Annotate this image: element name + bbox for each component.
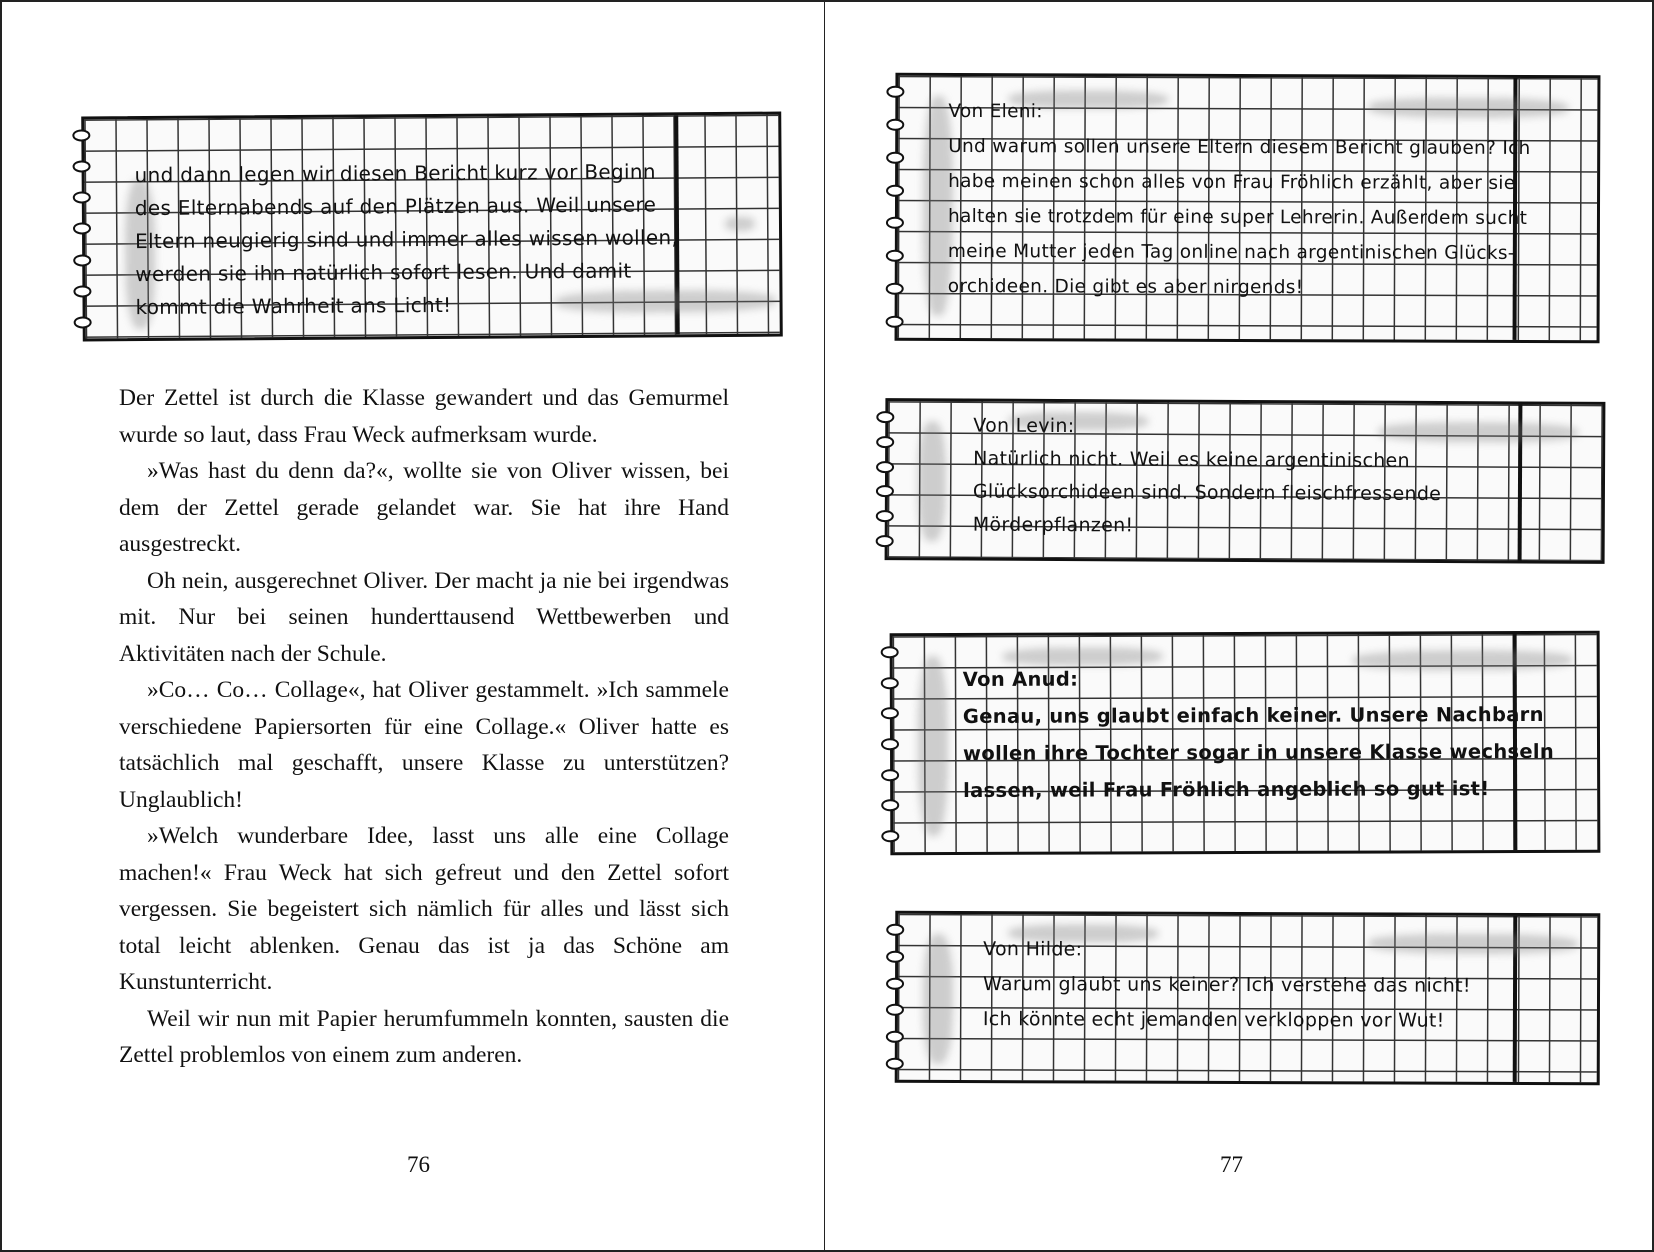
note-line: halten sie trotzdem für eine super Lehrerin. Außerdem sucht [947,205,1528,229]
note-text [963,659,1578,809]
note-line: Glücksorchideen sind. Sondern fleischfressende [972,480,1442,506]
spiral-rings [886,924,915,1070]
note-line: und dann legen wir diesen Bericht kurz vor Beginn [134,159,656,188]
paragraph: Oh nein, ausgerechnet Oliver. Der macht ja nie bei irgendwas mit. Nur bei seinen hunderttausend Wettbewerben und Aktivitäten nach der Schule. [119,567,729,667]
left-page [0,0,824,1252]
note-line: Von Anud: [962,667,1079,691]
spiral-rings [876,411,905,547]
note-line: des Elternabends auf den Plätzen aus. Weil unsere [134,192,657,221]
note-line: werden sie ihn natürlich sofort lesen. Und damit [135,258,632,287]
note-text [983,932,1537,1039]
paragraph: »Welch wunderbare Idee, lasst uns alle eine Collage machen!« Frau Weck hat sich gefreut und den Zettel sofort vergessen. Sie begeistert sich nämlich für alles und lässt sich total leicht ablenken. Genau das ist ja das Schöne am Kunstunterricht. [119,823,729,995]
note-text [973,410,1503,545]
body-text [119,380,729,1074]
note-paper-hilde [895,911,1601,1085]
note-line: Von Hilde: [983,938,1083,961]
note-line: Warum glaubt uns keiner? Ich verstehe das nicht! [983,973,1471,997]
right-page [825,0,1654,1252]
note-paper-eleni [895,73,1601,343]
note-line: Ich könnte echt jemanden verkloppen vor Wut! [982,1008,1445,1032]
page-number: 77 [1220,1152,1243,1177]
note-line: lassen, weil Frau Fröhlich angeblich so gut ist! [963,777,1490,802]
note-text [135,155,685,324]
note-paper-anud [890,631,1601,855]
spiral-rings [72,129,101,328]
spiral-rings [881,646,910,842]
note-paper-levin [885,398,1606,564]
note-paper-elternabend [81,112,783,342]
paragraph: Weil wir nun mit Papier herumfummeln konnten, sausten die Zettel problemlos von einem zum anderen. [119,1005,729,1068]
paragraph: »Was hast du denn da?«, wollte sie von Oliver wissen, bei dem der Zettel gerade gelandet war. Sie hat ihre Hand ausgestreckt. [119,458,729,557]
note-line: Eltern neugierig sind und immer alles wissen wollen, [135,225,679,254]
note-line: Und warum sollen unsere Eltern diesem Bericht glauben? Ich [948,135,1531,159]
spiral-rings [886,86,915,328]
note-line: Von Eleni: [948,100,1043,123]
note-line: meine Mutter jeden Tag online nach argentinischen Glücks- [947,240,1515,264]
note-line: Natürlich nicht. Weil es keine argentinischen [973,447,1410,472]
note-line: wollen ihre Tochter sogar in unsere Klasse wechseln [962,739,1555,765]
note-line: Von Levin: [973,414,1075,438]
paragraph: Der Zettel ist durch die Klasse gewandert und das Gemurmel wurde so laut, dass Frau Weck aufmerksam wurde. [119,385,729,448]
note-line: kommt die Wahrheit ans Licht! [135,292,452,320]
note-line: orchideen. Die gibt es aber nirgends! [947,275,1304,299]
paragraph: »Co… Co… Collage«, hat Oliver gestammelt. »Ich sammele verschiedene Papiersorten für eine Collage.« Oliver hatte es tatsächlich mal geschafft, unsere Klasse zu unterstützen? Unglaublich! [119,677,729,813]
note-line: habe meinen schon alles von Frau Fröhlich erzählt, aber sie [948,170,1516,194]
note-line: Genau, uns glaubt einfach keiner. Unsere Nachbarn [962,702,1544,728]
note-text [948,94,1578,306]
page-number: 76 [407,1152,430,1177]
note-line: Mörderpflanzen! [972,513,1134,537]
